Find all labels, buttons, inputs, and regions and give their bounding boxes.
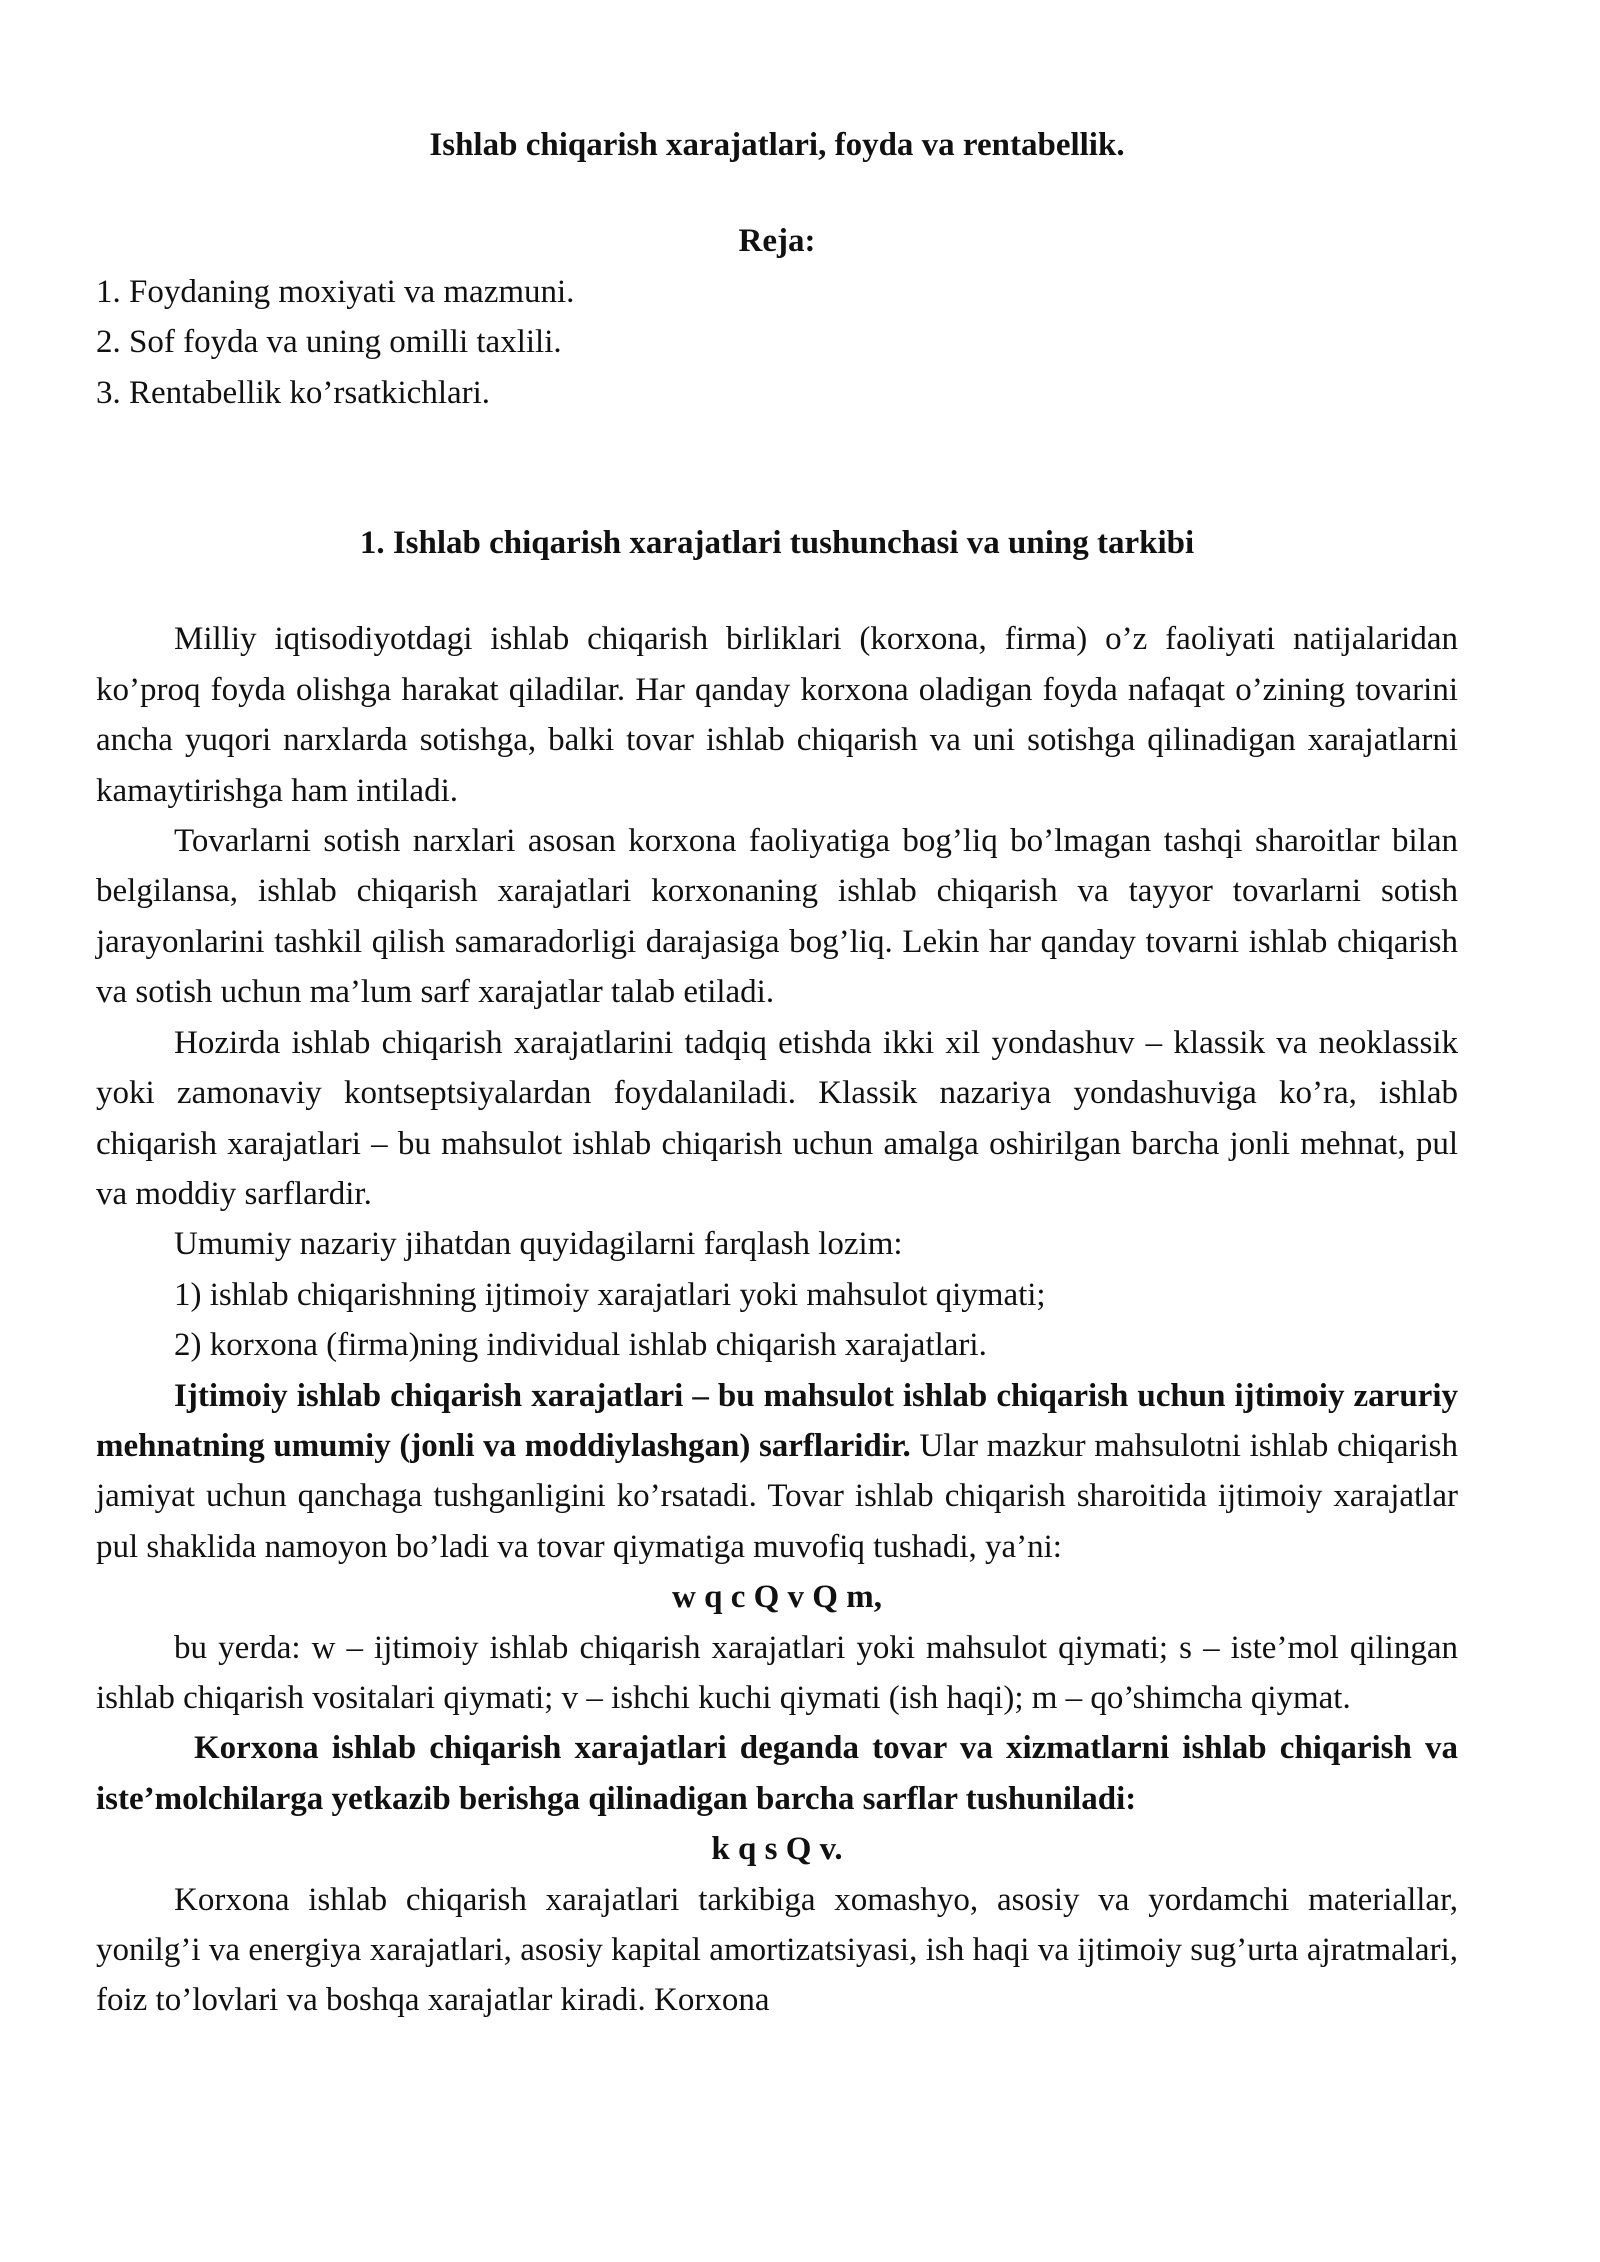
paragraph: [96, 1723, 1458, 1824]
list-item: 1) ishlab chiqarishning ijtimoiy xarajatlari yoki mahsulot qiymati;: [174, 1276, 1046, 1313]
definition-bold: Ijtimoiy ishlab chiqarish xarajatlari – bu mahsulot ishlab chiqarish uchun ijtimoiy zaruriy mehnatning umumiy (jonli va moddiylashgan) sarflaridir.: [96, 1377, 1458, 1464]
plan-list: [96, 267, 1458, 418]
plan-item: 2. Sof foyda va uning omilli taxlili.: [96, 324, 562, 361]
paragraph: Tovarlarni sotish narxlari asosan korxona faoliyatiga bog’liq bo’lmagan tashqi sharoitlar bilan belgilansa, ishlab chiqarish xarajatlari korxonaning ishlab chiqarish va tayyor tovarlarni sotish jarayonlarini tashkil qilish samaradorligi darajasiga bog’liq. Lekin har qanday tovarni ishlab chiqarish va sotish uchun ma’lum sarf xarajatlar talab etiladi.: [96, 823, 1458, 1011]
definition-text: Ular mazkur mahsulotni ishlab chiqarish jamiyat uchun qanchaga tushganligini ko’rsatadi. Tovar ishlab chiqarish sharoitida ijtimoiy xarajatlar pul shaklida namoyon bo’ladi va tovar qiymatiga muvofiq tushadi, ya’ni:: [96, 1427, 1459, 1565]
plan-item: 3. Rentabellik ko’rsatkichlari.: [96, 374, 491, 411]
definition-bold: Korxona ishlab chiqarish xarajatlari deganda tovar va xizmatlarni ishlab chiqarish va iste’molchilarga yetkazib berishga qilinadigan barcha sarflar tushuniladi:: [96, 1730, 1458, 1817]
paragraph: Hozirda ishlab chiqarish xarajatlarini tadqiq etishda ikki xil yondashuv – klassik va neoklassik yoki zamonaviy kontseptsiyalardan foydalaniladi. Klassik nazariya yondashuviga ko’ra, ishlab chiqarish xarajatlari – bu mahsulot ishlab chiqarish uchun amalga oshirilgan barcha jonli mehnat, pul va moddiy sarflardir.: [96, 1024, 1458, 1212]
plan-heading: Reja:: [738, 223, 816, 260]
formula: k q s Q v.: [711, 1831, 843, 1868]
list-item: 2) korxona (firma)ning individual ishlab chiqarish xarajatlari.: [174, 1327, 987, 1364]
formula: w q c Q v Q m,: [672, 1579, 882, 1616]
paragraph: [96, 1371, 1458, 1573]
document-title: Ishlab chiqarish xarajatlari, foyda va rentabellik.: [429, 127, 1125, 163]
paragraph: Milliy iqtisodiyotdagi ishlab chiqarish birliklari (korxona, firma) o’z faoliyati natijalaridan ko’proq foyda olishga harakat qiladilar. Har qanday korxona oladigan foyda nafaqat o’zining tovarini ancha yuqori narxlarda sotishga, balki tovar ishlab chiqarish va uni sotishga qilinadigan xarajatlarni kamaytirishga ham intiladi.: [96, 621, 1458, 809]
section-heading: 1. Ishlab chiqarish xarajatlari tushunchasi va uning tarkibi: [359, 525, 1195, 562]
plan-item: 1. Foydaning moxiyati va mazmuni.: [96, 273, 575, 310]
document-page: [96, 120, 1458, 2026]
paragraph: bu yerda: w – ijtimoiy ishlab chiqarish xarajatlari yoki mahsulot qiymati; s – iste’mol qilingan ishlab chiqarish vositalari qiymati; v – ishchi kuchi qiymati (ish haqi); m – qo’shimcha qiymat.: [96, 1629, 1458, 1716]
paragraph: Korxona ishlab chiqarish xarajatlari tarkibiga xomashyo, asosiy va yordamchi materiallar, yonilg’i va energiya xarajatlari, asosiy kapital amortizatsiyasi, ish haqi va ijtimoiy sug’urta ajratmalari, foiz to’lovlari va boshqa xarajatlar kiradi. Korxona: [96, 1881, 1458, 2019]
paragraph: Umumiy nazariy jihatdan quyidagilarni farqlash lozim:: [174, 1226, 903, 1263]
